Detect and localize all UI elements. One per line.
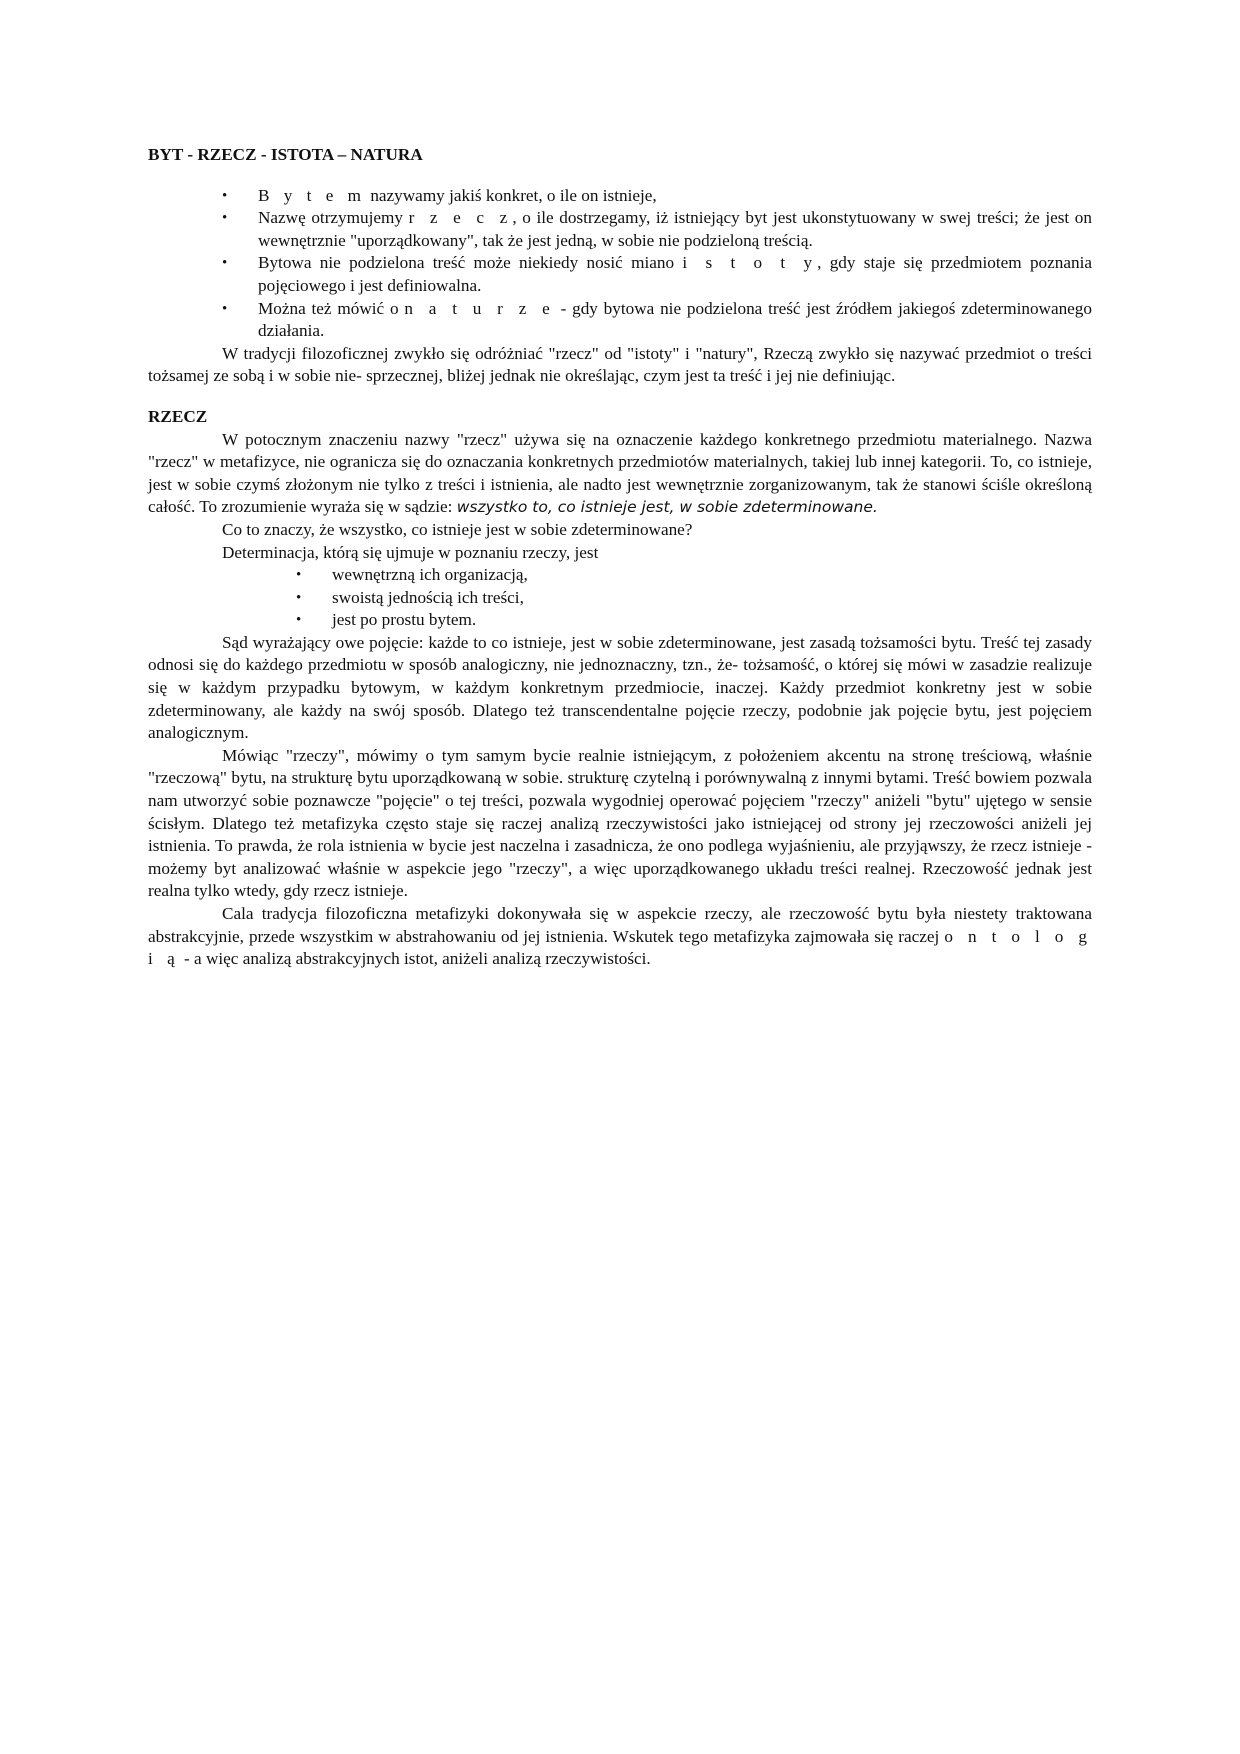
bullet-icon: • — [222, 187, 228, 204]
determination-intro: Determinacja, którą się ujmuje w poznaniu rzeczy, jest — [222, 542, 599, 562]
bullet-text: jest po prostu bytem. — [332, 610, 477, 630]
determination-bullet — [296, 587, 1092, 610]
bullet-icon: • — [296, 567, 302, 584]
document-title: BYT - RZECZ - ISTOTA – NATURA — [148, 145, 423, 164]
bullet-text: - gdy bytowa nie podzielona treść jest źródłem jakiegoś zdeterminowanego działania. — [258, 298, 1092, 341]
section-heading-rzecz: RZECZ — [148, 406, 208, 426]
bullet-text: Można też mówić o — [258, 298, 405, 318]
rzecz-paragraph-3: Mówiąc "rzeczy", mówimy o tym samym bycie realnie istniejącym, z położeniem akcentu na stronę treściową, właśnie "rzeczową" bytu, na strukturę bytu uporządkowaną w sobie. strukturę czytelną i porównywalną z innymi bytami. Treść bowiem pozwala nam utworzyć sobie poznawcze "pojęcie" o tej treści, pozwala wygodniej operować pojęciem "rzeczy" aniżeli "bytu" ujętego w sensie ścisłym. Dlatego też metafizyka często staje się raczej analizą rzeczywistości jako istniejącej od strony jej rzeczowości aniżeli jej istnienia. To prawda, że rola istnienia w bycie jest naczelna i zasadnicza, że ono podlega wyjaśnieniu, ale przyjąwszy, że rzecz istnieje - możemy byt analizować właśnie w aspekcie jego "rzeczy", a więc uporządkowanego układu treści realnej. Rzeczowość jednak jest realna tylko wtedy, gdy rzecz istnieje. — [148, 745, 1092, 901]
term-natura: n a t u r z e — [404, 298, 555, 318]
bullet-text: , gdy staje się przedmiotem poznania pojęciowego i jest definiowalna. — [258, 253, 1092, 295]
bullet-text: Bytowa nie podzielona treść może niekiedy nosić miano — [258, 253, 683, 273]
bullet-icon: • — [222, 300, 228, 317]
rzecz-paragraph-4 — [148, 903, 1092, 971]
intro-bullet-rzecz — [222, 207, 1092, 252]
bullet-text: nazywamy jakiś konkret, o ile on istnieje, — [366, 185, 657, 205]
document-page — [148, 144, 1092, 971]
term-byt: B y t e m — [258, 185, 367, 205]
term-rzecz: r z e c z — [408, 208, 513, 228]
italic-statement: wszystko to, co istnieje jest, w sobie zdeterminowane. — [456, 498, 878, 517]
bullet-text: swoistą jednością ich treści, — [332, 587, 524, 607]
bullet-icon: • — [296, 612, 302, 629]
intro-paragraph: W tradycji filozoficznej zwykło się odróżniać "rzecz" od "istoty" i "natury", Rzeczą zwykło się nazywać przedmiot o treści tożsamej ze sobą i w sobie nie- sprzecznej, bliżej jednak nie określając, czym jest ta treść i jej nie definiując. — [148, 343, 1092, 386]
bullet-text: Nazwę otrzymujemy — [258, 208, 409, 228]
rzecz-paragraph-2: Sąd wyrażający owe pojęcie: każde to co istnieje, jest w sobie zdeterminowane, jest zasadą tożsamości bytu. Treść tej zasady odnosi się do każdego przedmiotu w sposób analogiczny, nie jednoznaczny, tzn., że- tożsamość, o której się mówi w zasadzie realizuje się w każdym przypadku bytowym, w każdym konkretnym przedmiocie, inaczej. Każdy przedmiot konkretny jest w sobie zdeterminowany, ale każdy na swój sposób. Dlatego też transcendentalne pojęcie rzeczy, podobnie jak pojęcie bytu, jest pojęciem analogicznym. — [148, 632, 1092, 743]
bullet-icon: • — [222, 255, 228, 272]
rzecz-question: Co to znaczy, że wszystko, co istnieje jest w sobie zdeterminowane? — [222, 519, 693, 539]
determination-bullet — [296, 609, 1092, 632]
intro-bullet-list — [148, 185, 1092, 343]
bullet-icon: • — [296, 589, 302, 606]
term-ontologia: o n t o l o g i ą — [148, 926, 1092, 969]
determination-bullet — [296, 564, 1092, 587]
bullet-text: , o ile dostrzegamy, iż istniejący byt jest ukonstytuowany w swej treści; że jest on wewnętrznie "uporządkowany", tak że jest jedną, w sobie nie podzieloną treścią. — [258, 208, 1092, 250]
term-istota: i s t o t y — [682, 253, 818, 273]
bullet-icon: • — [222, 210, 228, 227]
paragraph-text: W potocznym znaczeniu nazwy "rzecz" używa się na oznaczenie każdego konkretnego przedmiotu materialnego. Nazwa "rzecz" w metafizyce, nie ogranicza się do oznaczania konkretnych przedmiotów materialnych, takiej lub innej kategorii. To, co istnieje, jest w sobie czymś złożonym nie tylko z treści i istnienia, ale nadto jest wewnętrznie zorganizowanym, tak że stanowi ściśle określoną całość. To zrozumienie wyraża się w sądzie: — [148, 429, 1092, 517]
intro-bullet-istota — [222, 252, 1092, 297]
determination-bullet-list — [148, 564, 1092, 632]
rzecz-paragraph-1 — [148, 429, 1092, 519]
intro-bullet-byt — [222, 185, 1092, 208]
paragraph-text: - a więc analizą abstrakcyjnych istot, aniżeli analizą rzeczywistości. — [179, 949, 651, 969]
intro-bullet-natura — [222, 298, 1092, 343]
bullet-text: wewnętrzną ich organizacją, — [332, 565, 528, 585]
paragraph-text: Cala tradycja filozoficzna metafizyki dokonywała się w aspekcie rzeczy, ale rzeczowość bytu była niestety traktowana abstrakcyjnie, przede wszystkim w abstrahowaniu od jej istnienia. Wskutek tego metafizyka zajmowała się raczej — [148, 904, 1092, 946]
